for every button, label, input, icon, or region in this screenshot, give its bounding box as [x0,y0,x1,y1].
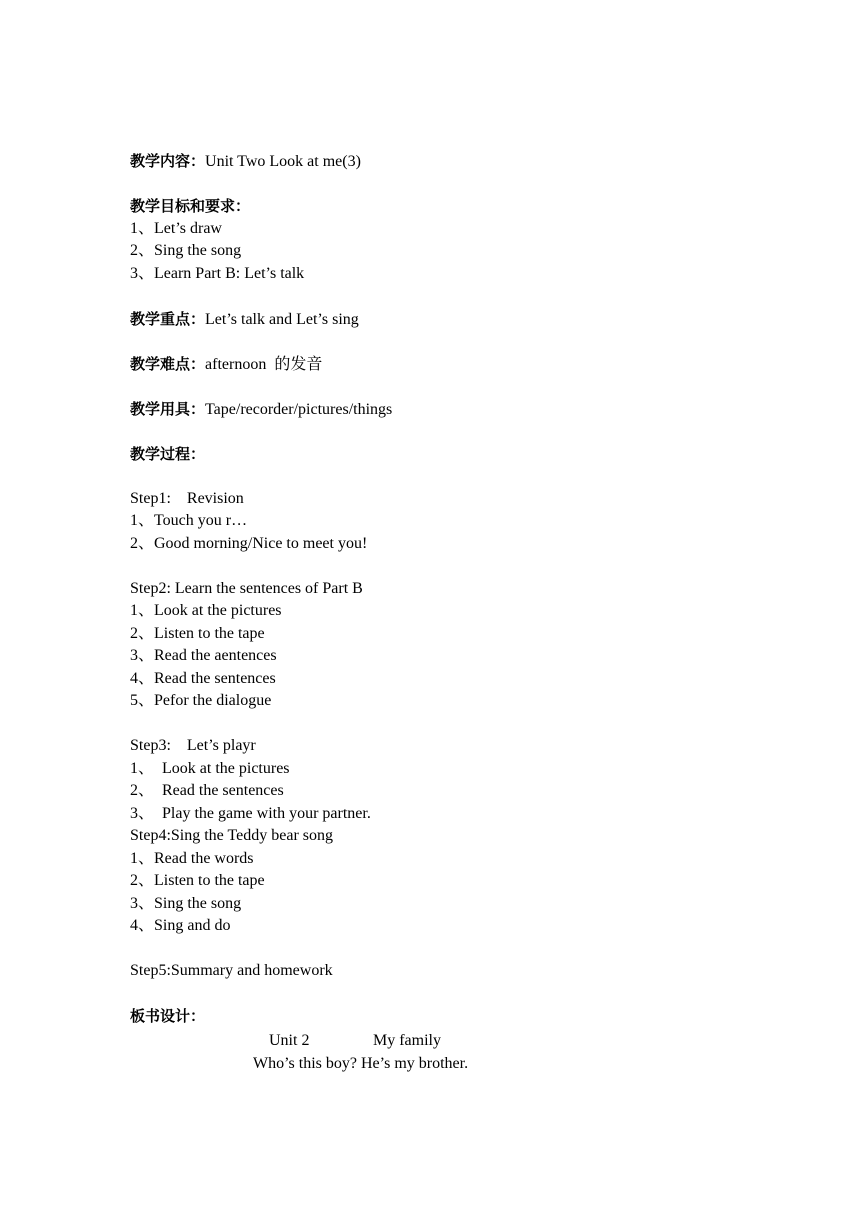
tools-value: Tape/recorder/pictures/things [205,400,393,418]
key-points-label: 教学重点： [130,309,206,328]
content-label: 教学内容： [130,152,206,170]
content-value: Unit Two Look at me(3) [205,153,361,170]
list-item: 1、Touch you r… [130,512,248,529]
key-points-line [130,308,770,331]
list-item: 1、Look at the pictures [130,602,282,619]
list-item: 4、Read the sentences [130,669,276,687]
list-item: 3、 Play the game with your partner. [130,804,371,822]
difficulties-label: 教学难点： [130,354,206,373]
list-item: 3、Learn Part B: Let’s talk [130,264,305,282]
key-points-value: Let’s talk and Let’s sing [205,310,359,328]
list-item: 2、Good morning/Nice to meet you! [130,534,368,552]
difficulties-line [130,353,770,376]
list-item: 1、Let’s draw [130,219,222,237]
board-sentence: Who’s this boy? He’s my brother. [253,1054,469,1072]
list-item: 2、Sing the song [130,242,242,259]
list-item: 4、Sing and do [130,917,231,934]
objectives-label: 教学目标和要求： [130,197,251,215]
process-heading [130,443,770,466]
board-topic: My family [373,1032,441,1049]
step1-title: Step1: Revision [130,489,244,507]
lesson-plan [130,150,770,1028]
board-heading [130,1005,770,1028]
list-item: 2、Listen to the tape [130,624,265,642]
list-item: 1、Read the words [130,849,254,867]
list-item: 2、 Read the sentences [130,782,284,799]
step3-title: Step3: Let’s playr [130,737,256,754]
step2-title: Step2: Learn the sentences of Part B [130,579,363,597]
content-line [130,150,770,173]
list-item: 5、Pefor the dialogue [130,692,272,709]
list-item: 2、Listen to the tape [130,872,265,889]
list-item: 3、Sing the song [130,894,242,912]
process-label: 教学过程： [130,444,206,463]
board-unit: Unit 2 [269,1032,310,1049]
board-label: 板书设计： [130,1007,206,1025]
step4-title: Step4:Sing the Teddy bear song [130,827,334,844]
objectives-heading [130,195,770,218]
tools-label: 教学用具： [130,399,206,418]
tools-line [130,398,770,421]
list-item: 3、Read the aentences [130,647,277,664]
list-item: 1、 Look at the pictures [130,759,290,777]
difficulties-value: afternoon 的发音 [205,355,323,373]
step5-title: Step5:Summary and homework [130,962,333,979]
